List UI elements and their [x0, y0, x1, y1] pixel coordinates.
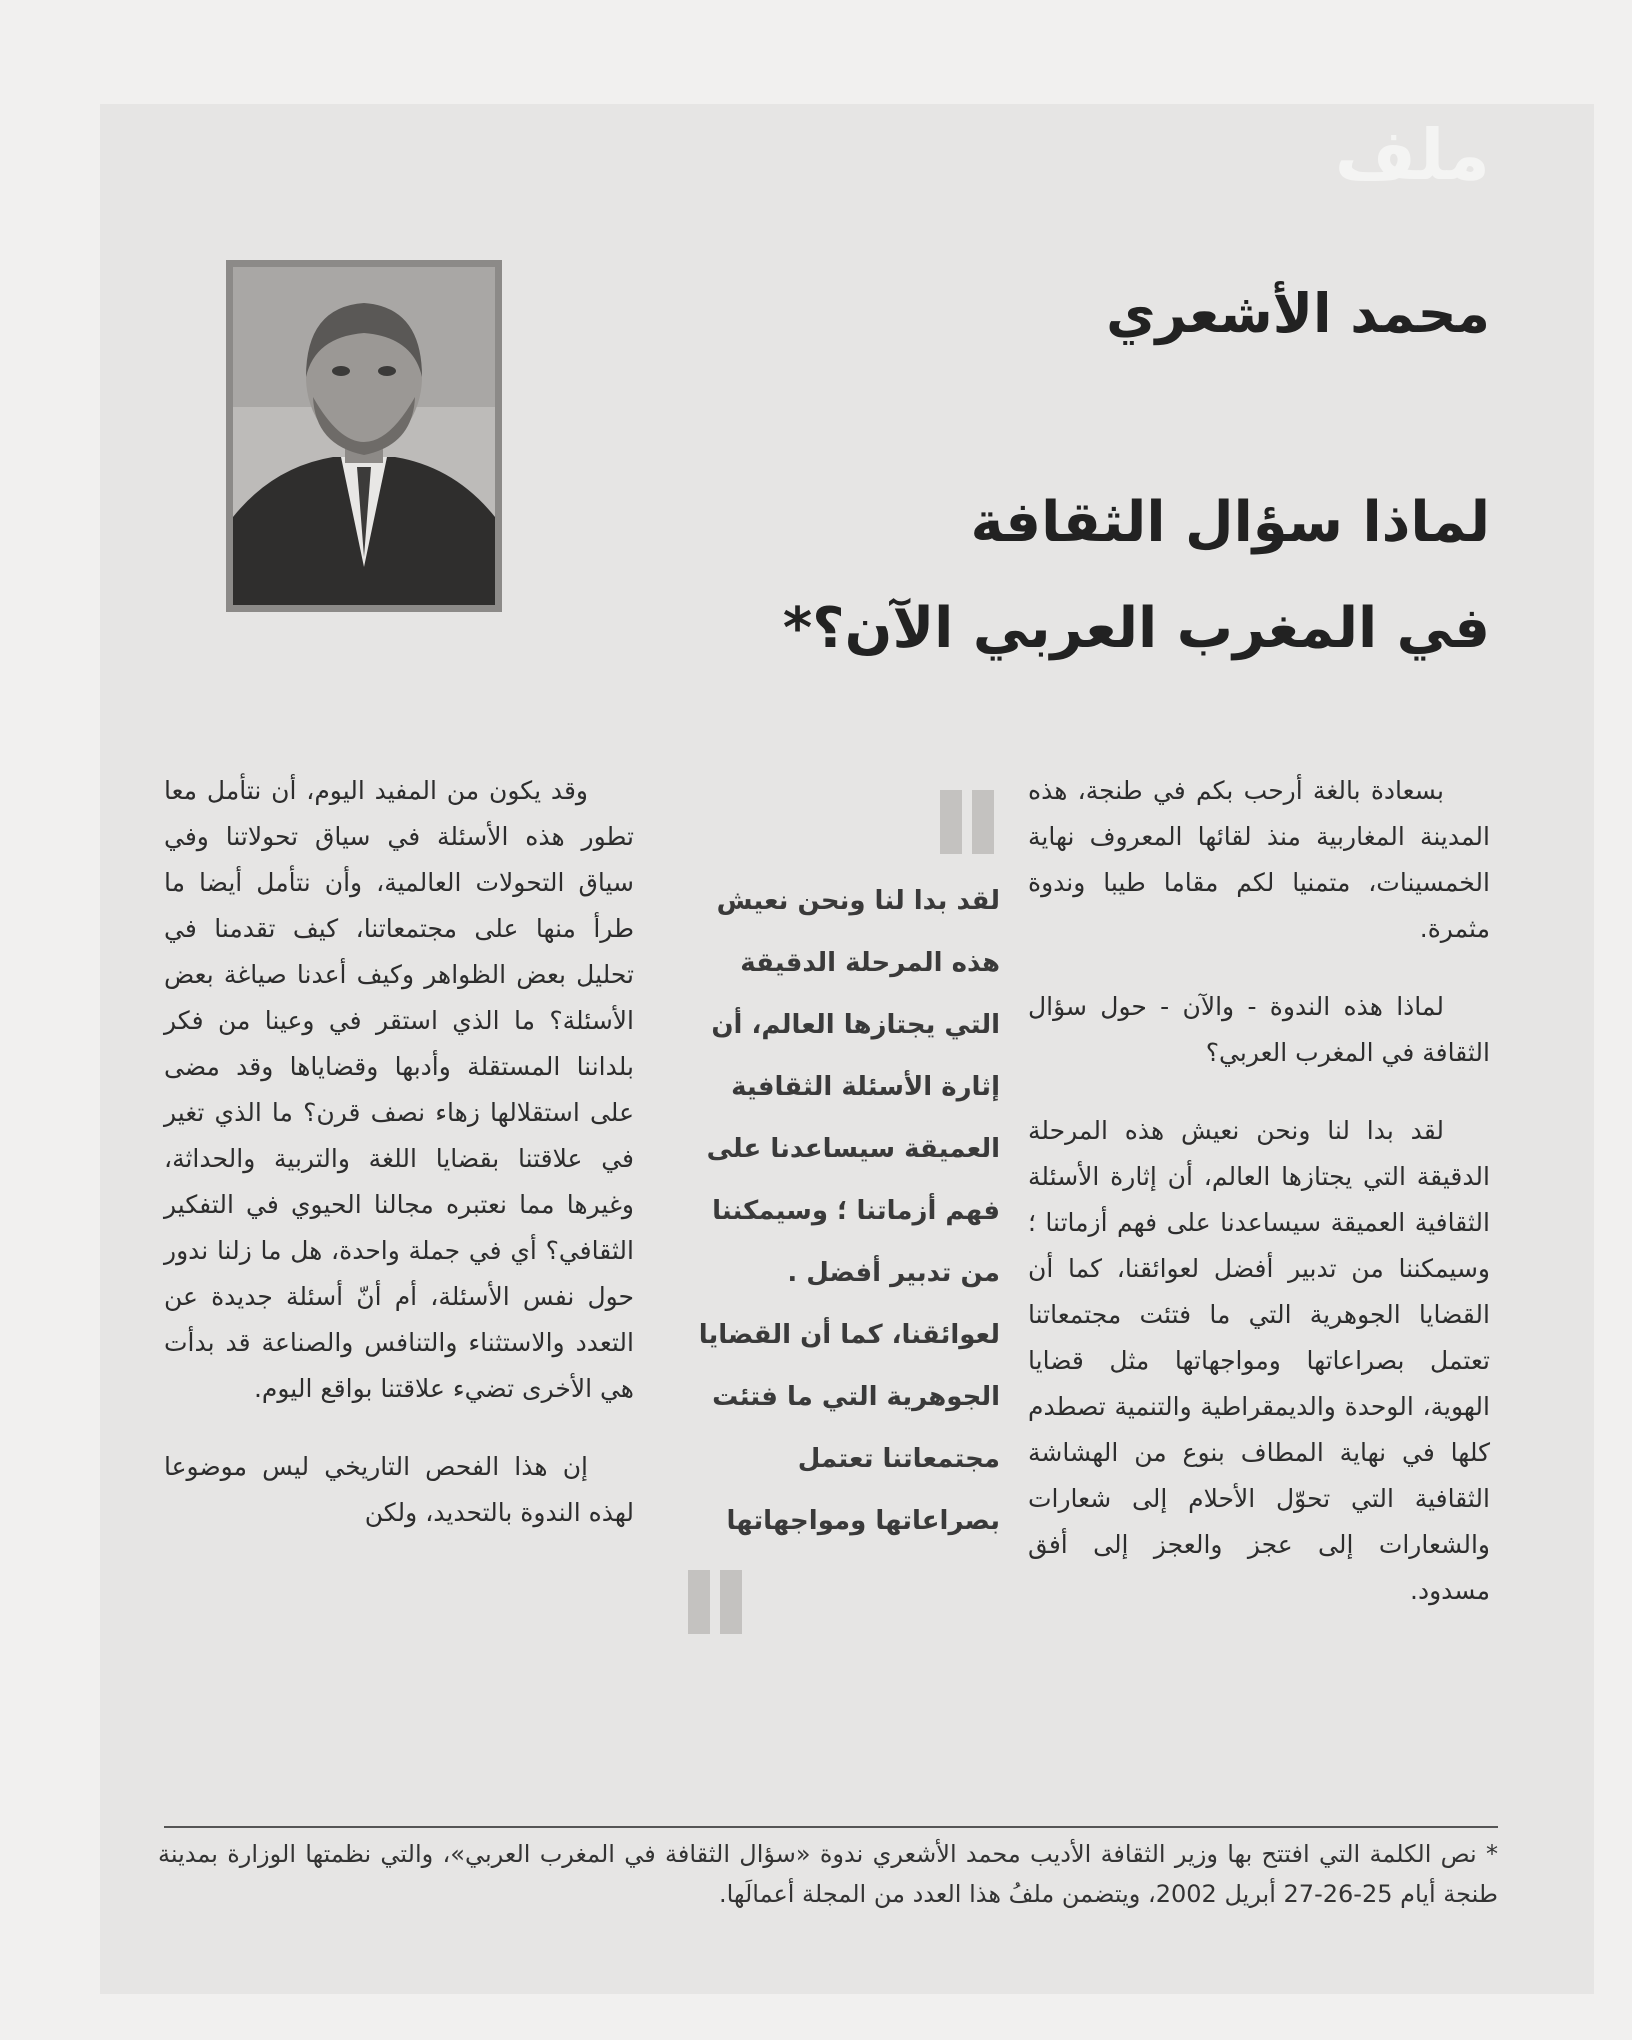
portrait-image: [233, 267, 495, 605]
footnote-divider: [164, 1826, 1498, 1828]
article-column-left: [164, 768, 634, 1568]
paragraph: بسعادة بالغة أرحب بكم في طنجة، هذه المدينة المغاربية منذ لقائها المعروف نهاية الخمسينات، متمنيا لكم مقاما طيبا وندوة مثمرة.: [1028, 776, 1490, 943]
article-title: [590, 470, 1490, 683]
paragraph: لقد بدا لنا ونحن نعيش هذه المرحلة الدقيقة التي يجتازها العالم، أن إثارة الأسئلة الثقافية العميقة سيساعدنا على فهم أزماتنا ؛ وسيمكننا من تدبير أفضل لعوائقنا، كما أن القضايا الجوهرية التي ما فتئت مجتمعاتنا تعتمل بصراعاتها ومواجهاتها مثل قضايا الهوية، الوحدة والديمقراطية والتنمية تصطدم كلها في نهاية المطاف بنوع من الهشاشة الثقافية التي تحوّل الأحلام إلى شعارات والشعارات إلى عجز والعجز إلى أفق مسدود.: [1028, 1116, 1490, 1605]
pull-quote-line: إثارة الأسئلة الثقافية: [731, 1072, 1000, 1102]
title-line-1: لماذا سؤال الثقافة: [970, 490, 1490, 555]
quote-mark-close-icon: [688, 1570, 744, 1634]
pull-quote-line: مجتمعاتنا تعتمل: [797, 1444, 1000, 1474]
paragraph: لماذا هذه الندوة - والآن - حول سؤال الثقافة في المغرب العربي؟: [1028, 992, 1490, 1067]
author-name: محمد الأشعري: [1106, 282, 1490, 345]
pull-quote-line: التي يجتازها العالم، أن: [711, 1010, 1000, 1040]
pull-quote-line: لعوائقنا، كما أن القضايا: [698, 1320, 1000, 1350]
pull-quote-line: بصراعاتها ومواجهاتها: [726, 1506, 1000, 1536]
pull-quote-line: هذه المرحلة الدقيقة: [740, 948, 1000, 978]
pull-quote: [690, 870, 1000, 1552]
title-line-2: في المغرب العربي الآن؟*: [782, 596, 1490, 662]
pull-quote-line: الجوهرية التي ما فتئت: [712, 1382, 1000, 1412]
pull-quote-line: من تدبير أفضل .: [787, 1258, 1000, 1288]
paragraph: إن هذا الفحص التاريخي ليس موضوعا لهذه الندوة بالتحديد، ولكن: [164, 1452, 634, 1527]
pull-quote-line: فهم أزماتنا ؛ وسيمكننا: [712, 1196, 1000, 1226]
quote-mark-open-icon: [940, 790, 996, 854]
pull-quote-line: العميقة سيساعدنا على: [706, 1134, 1000, 1164]
paragraph: وقد يكون من المفيد اليوم، أن نتأمل معا تطور هذه الأسئلة في سياق تحولاتنا وفي سياق التحولات العالمية، وأن نتأمل أيضا ما طرأ منها على مجتمعاتنا، كيف تقدمنا في تحليل بعض الظواهر وكيف أعدنا صياغة بعض الأسئلة؟ ما الذي استقر في وعينا من فكر بلداننا المستقلة وأدبها وقضاياها وقد مضى على استقلالها زهاء نصف قرن؟ ما الذي تغير في علاقتنا بقضايا اللغة والتربية والحداثة، وغيرها مما نعتبره مجالنا الحيوي في التفكير الثقافي؟ أي في جملة واحدة، هل ما زلنا ندور حول نفس الأسئلة، أم أنّ أسئلة جديدة عن التعدد والاستثناء والتنافس والصناعة قد بدأت هي الأخرى تضيء علاقتنا بواقع اليوم.: [164, 776, 634, 1403]
author-portrait: [226, 260, 502, 612]
section-label: ملف: [1334, 114, 1490, 196]
pull-quote-line: لقد بدا لنا ونحن نعيش: [716, 886, 1000, 916]
footnote: * نص الكلمة التي افتتح بها وزير الثقافة الأديب محمد الأشعري ندوة «سؤال الثقافة في المغرب العربي»، والتي نظمتها الوزارة بمدينة طنجة أيام 25-26-27 أبريل 2002، ويتضمن ملفُ هذا العدد من المجلة أعمالَها.: [158, 1840, 1498, 1908]
article-column-right: [1028, 768, 1490, 1646]
